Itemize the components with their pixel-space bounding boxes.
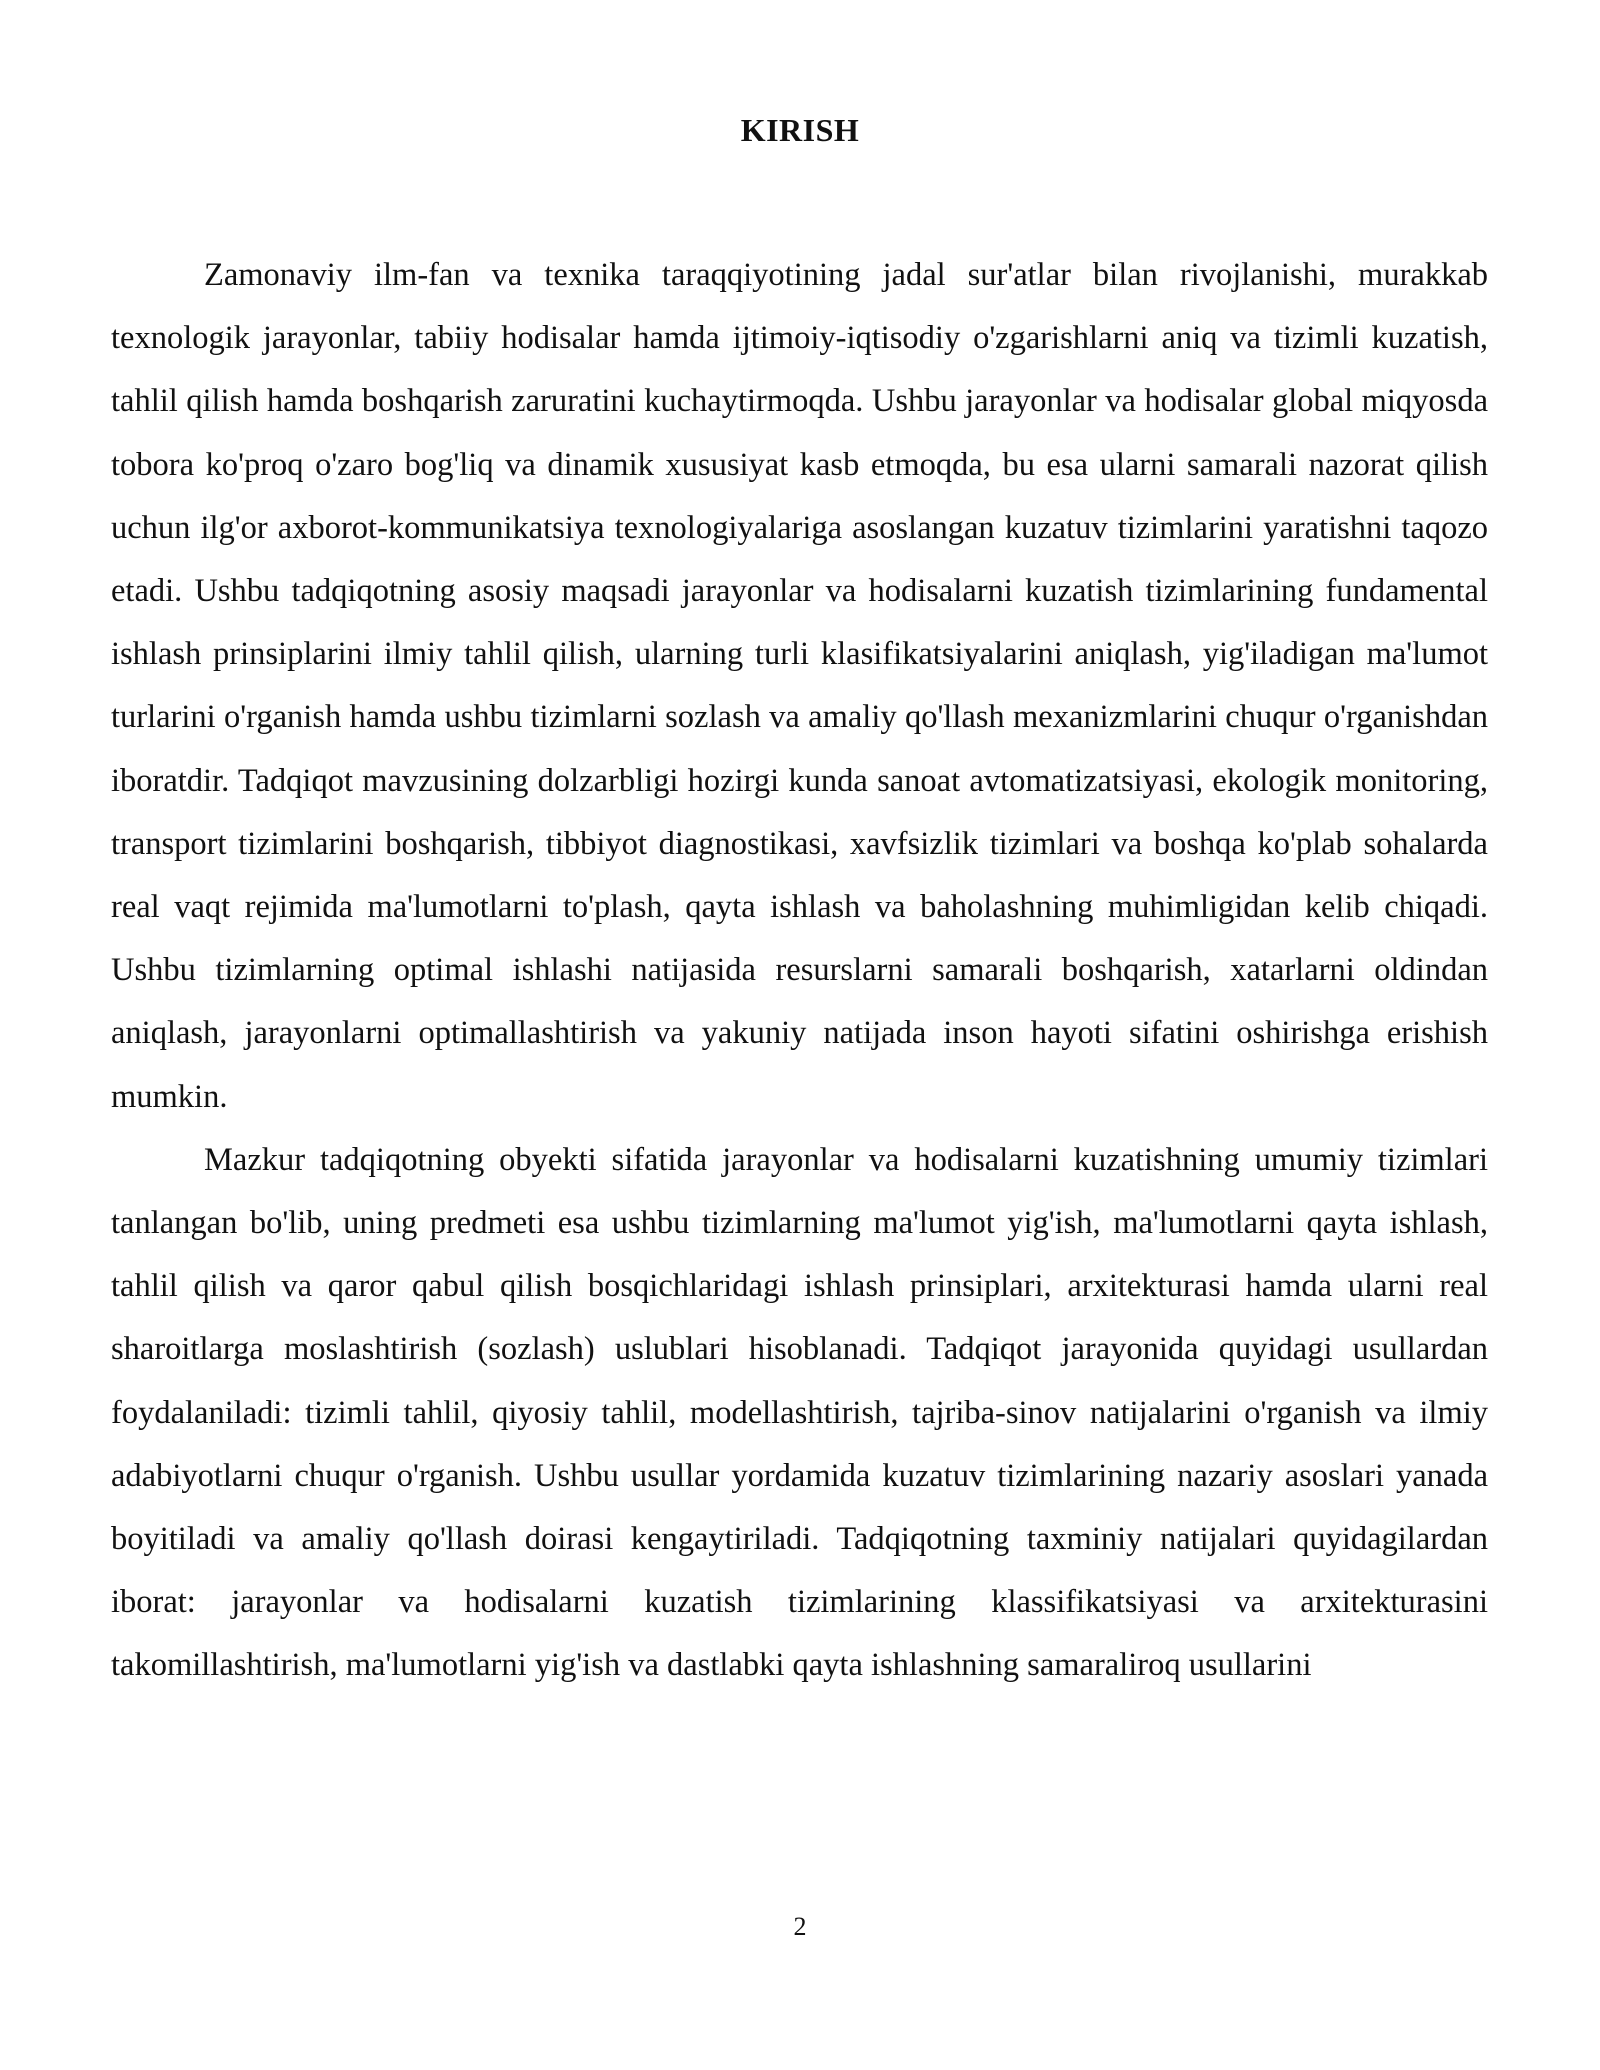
document-body	[111, 244, 1488, 1698]
paragraph-object-subject: Mazkur tadqiqotning obyekti sifatida jarayonlar va hodisalarni kuzatishning umumiy tizimlari tanlangan bo'lib, uning predmeti esa ushbu tizimlarning ma'lumot yig'ish, ma'lumotlarni qayta ishlash, tahlil qilish va qaror qabul qilish bosqichlaridagi ishlash prinsiplari, arxitekturasi hamda ularni real sharoitlarga moslashtirish (sozlash) uslublari hisoblanadi. Tadqiqot jarayonida quyidagi usullardan foydalaniladi: tizimli tahlil, qiyosiy tahlil, modellashtirish, tajriba-sinov natijalarini o'rganish va ilmiy adabiyotlarni chuqur o'rganish. Ushbu usullar yordamida kuzatuv tizimlarining nazariy asoslari yanada boyitiladi va amaliy qo'llash doirasi kengaytiriladi. Tadqiqotning taxminiy natijalari quyidagilardan iborat: jarayonlar va hodisalarni kuzatish tizimlarining klassifikatsiyasi va arxitekturasini takomillashtirish, ma'lumotlarni yig'ish va dastlabki qayta ishlashning samaraliroq usullarini	[111, 1141, 1488, 1684]
paragraph-intro: Zamonaviy ilm-fan va texnika taraqqiyotining jadal sur'atlar bilan rivojlanishi, murakkab texnologik jarayonlar, tabiiy hodisalar hamda ijtimoiy-iqtisodiy o'zgarishlarni aniq va tizimli kuzatish, tahlil qilish hamda boshqarish zaruratini kuchaytirmoqda. Ushbu jarayonlar va hodisalar global miqyosda tobora ko'proq o'zaro bog'liq va dinamik xususiyat kasb etmoqda, bu esa ularni samarali nazorat qilish uchun ilg'or axborot-kommunikatsiya texnologiyalariga asoslangan kuzatuv tizimlarini yaratishni taqozo etadi. Ushbu tadqiqotning asosiy maqsadi jarayonlar va hodisalarni kuzatish tizimlarining fundamental ishlash prinsiplarini ilmiy tahlil qilish, ularning turli klasifikatsiyalarini aniqlash, yig'iladigan ma'lumot turlarini o'rganish hamda ushbu tizimlarni sozlash va amaliy qo'llash mexanizmlarini chuqur o'rganishdan iboratdir. Tadqiqot mavzusining dolzarbligi hozirgi kunda sanoat avtomatizatsiyasi, ekologik monitoring, transport tizimlarini boshqarish, tibbiyot diagnostikasi, xavfsizlik tizimlari va boshqa ko'plab sohalarda real vaqt rejimida ma'lumotlarni to'plash, qayta ishlash va baholashning muhimligidan kelib chiqadi. Ushbu tizimlarning optimal ishlashi natijasida resurslarni samarali boshqarish, xatarlarni oldindan aniqlash, jarayonlarni optimallashtirish va yakuniy natijada inson hayoti sifatini oshirishga erishish mumkin.	[111, 257, 1488, 1115]
page-number: 2	[793, 1912, 807, 1941]
page-title: KIRISH	[740, 112, 860, 148]
